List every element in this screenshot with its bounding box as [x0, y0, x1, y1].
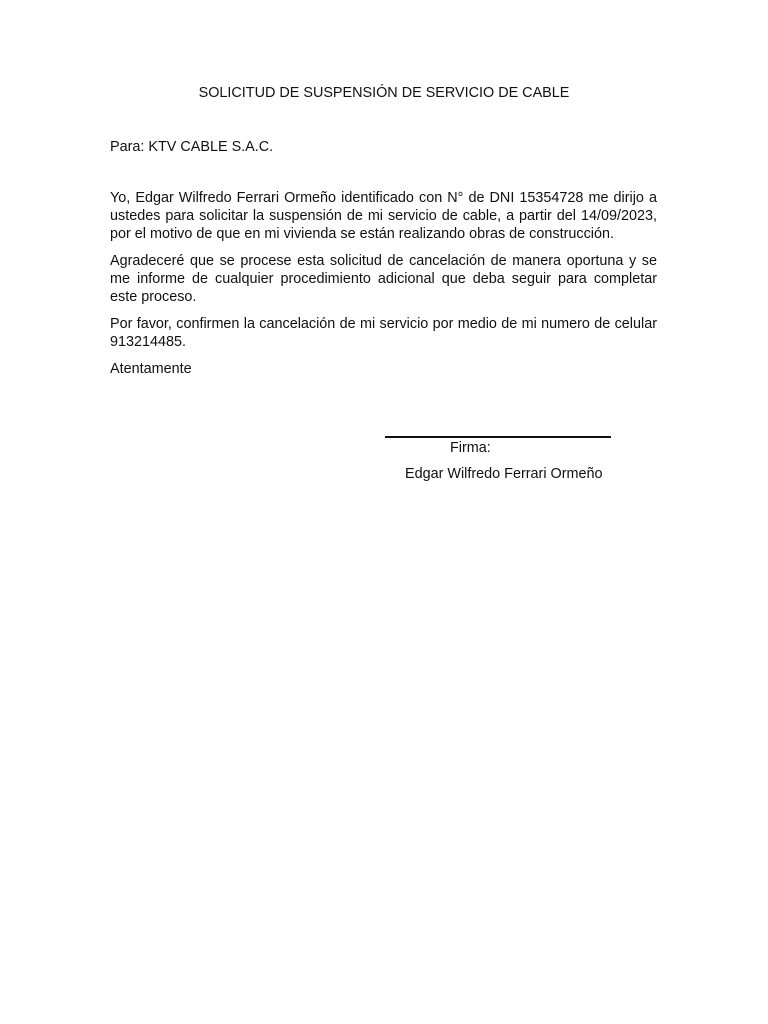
paragraph-request: Yo, Edgar Wilfredo Ferrari Ormeño identificado con N° de DNI 15354728 me dirijo a ustedes para solicitar la suspensión de mi servicio de cable, a partir del 14/09/2023, por el motivo de que en mi vivienda se están realizando obras de construcción.: [110, 190, 657, 242]
recipient-line: Para: KTV CABLE S.A.C.: [110, 139, 274, 155]
signature-line: [385, 436, 611, 438]
document-title: SOLICITUD DE SUSPENSIÓN DE SERVICIO DE CABLE: [198, 85, 570, 101]
signer-name: Edgar Wilfredo Ferrari Ormeño: [405, 466, 603, 482]
paragraph-thanks: Agradeceré que se procese esta solicitud de cancelación de manera oportuna y se me informe de cualquier procedimiento adicional que deba seguir para completar este proceso.: [110, 253, 657, 305]
paragraph-confirmation: Por favor, confirmen la cancelación de mi servicio por medio de mi numero de celular 913214485.: [110, 316, 657, 350]
signature-label: Firma:: [450, 440, 491, 456]
closing-salutation: Atentamente: [110, 361, 192, 377]
